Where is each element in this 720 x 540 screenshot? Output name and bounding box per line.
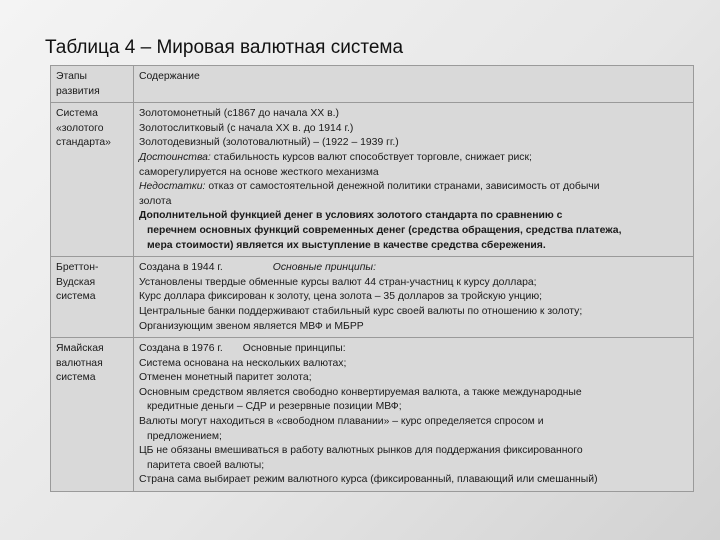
- table-row-jamaican: [51, 338, 694, 492]
- bretton-line-4: Организующим звеном является МВФ и МБРР: [139, 320, 364, 332]
- gold-line-1: Золотомонетный (с1867 до начала XX в.): [139, 108, 339, 120]
- header-stage-cell: Этапы развития: [51, 66, 134, 103]
- jamaican-line-4b: предложением;: [147, 430, 222, 442]
- table-row-bretton-woods: [51, 257, 694, 338]
- jamaican-line-1: Система основана на нескольких валютах;: [139, 357, 347, 369]
- stage-cell-bretton-woods: Бреттон-Вудская система: [51, 257, 134, 338]
- bretton-line-2: Курс доллара фиксирован к золоту, цена золота – 35 долларов за тройскую унцию;: [139, 291, 542, 303]
- jamaican-created-line: [139, 342, 689, 357]
- advantages-label: Достоинства:: [139, 151, 211, 163]
- jamaican-line-6: Страна сама выбирает режим валютного курса (фиксированный, плавающий или смешанный): [139, 474, 598, 486]
- jamaican-line-5a: ЦБ не обязаны вмешиваться в работу валютных рынков для поддержания фиксированного: [139, 445, 583, 457]
- jamaican-line-3a: Основным средством является свободно конвертируемая валюта, а также международные: [139, 386, 582, 398]
- gold-advantages-2: саморегулируется на основе жесткого механизма: [139, 166, 379, 178]
- header-content-cell: Содержание: [134, 66, 694, 103]
- gold-disadvantages-2: золота: [139, 195, 172, 207]
- bretton-line-1: Установлены твердые обменные курсы валют 44 стран-участниц к курсу доллара;: [139, 276, 537, 288]
- gold-advantages: [139, 151, 689, 166]
- jamaican-line-5b: паритета своей валюты;: [147, 459, 265, 471]
- bretton-created: Создана в 1944 г.: [139, 262, 223, 274]
- bretton-created-line: [139, 261, 689, 276]
- stage-cell-gold-standard: Система «золотого стандарта»: [51, 103, 134, 257]
- currency-system-table: [50, 65, 694, 492]
- jamaican-line-3b: кредитные деньги – СДР и резервные позиции МВФ;: [147, 401, 402, 413]
- gold-line-2: Золотослитковый (с начала XX в. до 1914 г.): [139, 122, 354, 134]
- page-title: Таблица 4 – Мировая валютная система: [45, 37, 404, 58]
- jamaican-principles: Основные принципы:: [242, 343, 346, 355]
- content-cell-jamaican: [134, 338, 694, 492]
- jamaican-line-2: Отменен монетный паритет золота;: [139, 372, 312, 384]
- gold-bold-2: перечнем основных функций современных денег (средства обращения, средства платежа,: [147, 224, 622, 236]
- gold-disadvantages: [139, 180, 689, 195]
- jamaican-created: Создана в 1976 г.: [139, 343, 223, 355]
- gold-bold-3: мера стоимости) является их выступление в качестве средства сбережения.: [147, 239, 546, 251]
- content-cell-bretton-woods: [134, 257, 694, 338]
- content-cell-gold-standard: [134, 103, 694, 257]
- disadvantages-text: отказ от самостоятельной денежной политики странами, зависимость от добычи: [205, 181, 600, 193]
- disadvantages-label: Недостатки:: [139, 181, 206, 193]
- table-row-gold-standard: [51, 103, 694, 257]
- jamaican-line-4a: Валюты могут находиться в «свободном плавании» – курс определяется спросом и: [139, 416, 544, 428]
- bretton-principles: Основные принципы:: [272, 262, 376, 274]
- bretton-line-3: Центральные банки поддерживают стабильный курс своей валюты по отношению к золоту;: [139, 305, 583, 317]
- stage-cell-jamaican: Ямайская валютная система: [51, 338, 134, 492]
- table-header-row: [51, 66, 694, 103]
- gold-bold-1: Дополнительной функцией денег в условиях золотого стандарта по сравнению с: [139, 210, 563, 222]
- advantages-text: стабильность курсов валют способствует торговле, снижает риск;: [210, 151, 532, 163]
- gold-line-3: Золотодевизный (золотовалютный) – (1922 – 1939 гг.): [139, 137, 399, 149]
